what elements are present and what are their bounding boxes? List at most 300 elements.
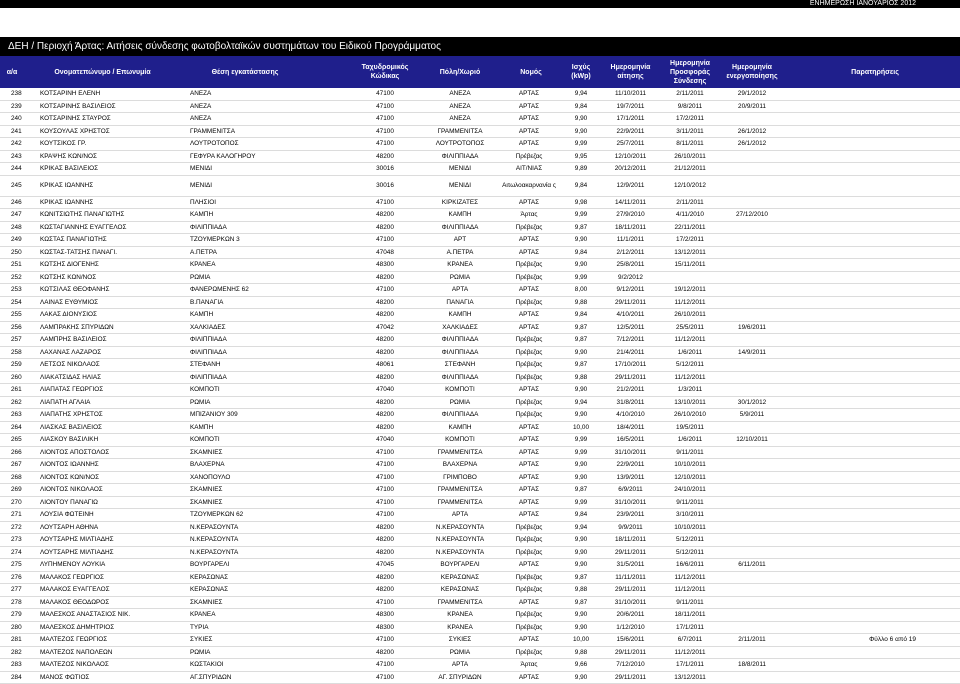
applicant-name: ΛΟΥΤΣΑΡΗΣ ΜΙΛΤΙΑΔΗΣ xyxy=(40,534,180,546)
remarks xyxy=(820,126,930,138)
city: ΜΕΝΙΔΙ xyxy=(425,176,495,196)
city: ΑΝΕΖΑ xyxy=(425,88,495,100)
power-kwp: 9,94 xyxy=(566,397,596,409)
prefecture: ΑΡΤΑΣ xyxy=(497,309,561,321)
row-number: 270 xyxy=(11,497,33,509)
power-kwp: 9,95 xyxy=(566,151,596,163)
offer-date: 13/12/2011 xyxy=(660,672,720,684)
offer-date: 13/12/2011 xyxy=(660,247,720,259)
applicant-name: ΚΩΣΤΑΣ ΠΑΝΑΓΙΩΤΗΣ xyxy=(40,234,180,246)
applicant-name: ΛΙΟΝΤΟΣ ΝΙΚΟΛΑΟΣ xyxy=(40,484,180,496)
power-kwp: 9,90 xyxy=(566,609,596,621)
offer-date: 2/11/2011 xyxy=(660,88,720,100)
table-row xyxy=(0,309,960,322)
request-date: 4/10/2011 xyxy=(603,309,658,321)
power-kwp: 9,99 xyxy=(566,209,596,221)
prefecture: Πρέβεζας xyxy=(497,409,561,421)
offer-date: 11/12/2011 xyxy=(660,297,720,309)
offer-date: 11/12/2011 xyxy=(660,572,720,584)
remarks xyxy=(820,322,930,334)
offer-date: 12/10/2012 xyxy=(660,176,720,196)
prefecture: ΑΡΤΑΣ xyxy=(497,497,561,509)
power-kwp: 9,99 xyxy=(566,497,596,509)
offer-date xyxy=(660,272,720,284)
postal-code: 47100 xyxy=(360,197,410,209)
postal-code: 47100 xyxy=(360,472,410,484)
row-number: 271 xyxy=(11,509,33,521)
installation-site: ΜΕΝΙΔΙ xyxy=(190,176,340,196)
row-number: 238 xyxy=(11,88,33,100)
city: ΚΡΑΝΕΑ xyxy=(425,622,495,634)
postal-code: 48200 xyxy=(360,372,410,384)
postal-code: 47100 xyxy=(360,659,410,671)
remarks xyxy=(820,409,930,421)
activation-date xyxy=(722,509,782,521)
row-number: 246 xyxy=(11,197,33,209)
activation-date xyxy=(722,163,782,175)
offer-date: 17/1/2011 xyxy=(660,659,720,671)
offer-date: 17/1/2011 xyxy=(660,622,720,634)
installation-site: Β.ΠΑΝΑΓΙΑ xyxy=(190,297,340,309)
offer-date: 11/12/2011 xyxy=(660,372,720,384)
postal-code: 48200 xyxy=(360,222,410,234)
request-date: 11/1/2011 xyxy=(603,234,658,246)
applicant-name: ΚΩΝΙΤΣΙΩΤΗΣ ΠΑΝΑΓΙΩΤΗΣ xyxy=(40,209,180,221)
offer-date: 1/6/2011 xyxy=(660,347,720,359)
activation-date: 18/8/2011 xyxy=(722,659,782,671)
power-kwp: 9,87 xyxy=(566,597,596,609)
prefecture: Πρέβεζας xyxy=(497,297,561,309)
row-number: 245 xyxy=(11,176,33,196)
activation-date xyxy=(722,459,782,471)
installation-site: ΚΑΜΠΗ xyxy=(190,422,340,434)
activation-date xyxy=(722,372,782,384)
postal-code: 48200 xyxy=(360,309,410,321)
request-date: 15/6/2011 xyxy=(603,634,658,646)
row-number: 258 xyxy=(11,347,33,359)
request-date: 11/10/2011 xyxy=(603,88,658,100)
activation-date xyxy=(722,622,782,634)
remarks xyxy=(820,397,930,409)
applicant-name: ΛΟΥΣΙΑ ΦΩΤΕΙΝΗ xyxy=(40,509,180,521)
prefecture: Πρέβεζας xyxy=(497,609,561,621)
power-kwp: 9,94 xyxy=(566,88,596,100)
request-date: 9/12/2011 xyxy=(603,284,658,296)
remarks xyxy=(820,484,930,496)
power-kwp: 9,87 xyxy=(566,359,596,371)
offer-date: 26/10/2011 xyxy=(660,151,720,163)
table-row xyxy=(0,322,960,335)
prefecture: Πρέβεζας xyxy=(497,522,561,534)
row-number: 281 xyxy=(11,634,33,646)
request-date: 19/7/2011 xyxy=(603,101,658,113)
table-row xyxy=(0,234,960,247)
installation-site: ΦΑΝΕΡΩΜΕΝΗΣ 62 xyxy=(190,284,340,296)
table-row xyxy=(0,397,960,410)
applicant-name: ΛΙΑΠΑΤΗ ΑΓΛΑΙΑ xyxy=(40,397,180,409)
request-date: 29/11/2011 xyxy=(603,297,658,309)
offer-date: 19/5/2011 xyxy=(660,422,720,434)
remarks xyxy=(820,197,930,209)
city: ΚΡΑΝΕΑ xyxy=(425,259,495,271)
power-kwp: 9,90 xyxy=(566,113,596,125)
prefecture: ΑΡΤΑΣ xyxy=(497,234,561,246)
power-kwp: 9,90 xyxy=(566,384,596,396)
row-number: 282 xyxy=(11,647,33,659)
remarks xyxy=(820,622,930,634)
table-header xyxy=(0,56,960,88)
row-number: 254 xyxy=(11,297,33,309)
power-kwp: 9,84 xyxy=(566,101,596,113)
postal-code: 48300 xyxy=(360,609,410,621)
activation-date xyxy=(722,447,782,459)
prefecture: Πρέβεζας xyxy=(497,397,561,409)
offer-date: 16/6/2011 xyxy=(660,559,720,571)
request-date: 31/8/2011 xyxy=(603,397,658,409)
power-kwp: 9,90 xyxy=(566,472,596,484)
prefecture: ΑΡΤΑΣ xyxy=(497,447,561,459)
remarks xyxy=(820,522,930,534)
postal-code: 48300 xyxy=(360,622,410,634)
installation-site: ΚΕΡΑΣΩΝΑΣ xyxy=(190,572,340,584)
activation-date: 26/1/2012 xyxy=(722,138,782,150)
header-aa: α/α xyxy=(2,56,22,88)
remarks xyxy=(820,259,930,271)
installation-site: ΚΑΜΠΗ xyxy=(190,209,340,221)
activation-date xyxy=(722,584,782,596)
installation-site: ΜΕΝΙΔΙ xyxy=(190,163,340,175)
remarks xyxy=(820,222,930,234)
offer-date: 2/11/2011 xyxy=(660,197,720,209)
city: Ν.ΚΕΡΑΣΟΥΝΤΑ xyxy=(425,522,495,534)
applicant-name: ΚΡΑΨΗΣ ΚΩΝ/ΝΟΣ xyxy=(40,151,180,163)
offer-date: 19/12/2011 xyxy=(660,284,720,296)
power-kwp: 9,99 xyxy=(566,434,596,446)
postal-code: 47100 xyxy=(360,447,410,459)
header-remarks: Παρατηρήσεις xyxy=(840,56,910,88)
activation-date xyxy=(722,472,782,484)
header-offer-date: Ημερομηνία Προσφοράς Σύνδεσης xyxy=(660,56,720,88)
table-row xyxy=(0,384,960,397)
remarks xyxy=(820,422,930,434)
row-number: 268 xyxy=(11,472,33,484)
remarks xyxy=(820,209,930,221)
postal-code: 48200 xyxy=(360,534,410,546)
offer-date: 10/10/2011 xyxy=(660,522,720,534)
power-kwp: 9,87 xyxy=(566,322,596,334)
city: ΒΟΥΡΓΑΡΕΛΙ xyxy=(425,559,495,571)
prefecture: Πρέβεζας xyxy=(497,151,561,163)
applicant-name: ΛΙΟΝΤΟΣ ΑΠΟΣΤΟΛΟΣ xyxy=(40,447,180,459)
activation-date xyxy=(722,334,782,346)
city: ΡΩΜΙΑ xyxy=(425,272,495,284)
installation-site: ΦΙΛΙΠΠΙΑΔΑ xyxy=(190,334,340,346)
activation-date xyxy=(722,547,782,559)
city: ΦΙΛΙΠΠΙΑΔΑ xyxy=(425,372,495,384)
request-date: 9/2/2012 xyxy=(603,272,658,284)
row-number: 278 xyxy=(11,597,33,609)
installation-site: ΜΠΙΖΑΝΙΟΥ 309 xyxy=(190,409,340,421)
row-number: 284 xyxy=(11,672,33,684)
request-date: 22/9/2011 xyxy=(603,459,658,471)
installation-site: ΑΝΕΖΑ xyxy=(190,113,340,125)
postal-code: 47042 xyxy=(360,322,410,334)
prefecture: Πρέβεζας xyxy=(497,372,561,384)
installation-site: ΚΟΜΠΟΤΙ xyxy=(190,434,340,446)
activation-date xyxy=(722,197,782,209)
activation-date: 2/11/2011 xyxy=(722,634,782,646)
installation-site: Α.ΠΕΤΡΑ xyxy=(190,247,340,259)
activation-date xyxy=(722,247,782,259)
request-date: 16/5/2011 xyxy=(603,434,658,446)
city: ΚΙΡΚΙΖΑΤΕΣ xyxy=(425,197,495,209)
remarks xyxy=(820,384,930,396)
title-bar xyxy=(0,37,960,56)
table-row xyxy=(0,484,960,497)
header-power: Ισχύς (kWp) xyxy=(563,56,599,88)
postal-code: 47100 xyxy=(360,597,410,609)
city: ΑΡΤΑ xyxy=(425,284,495,296)
applicant-name: ΚΟΤΣΑΡΙΝΗΣ ΒΑΣΙΛΕΙΟΣ xyxy=(40,101,180,113)
row-number: 259 xyxy=(11,359,33,371)
request-date: 6/9/2011 xyxy=(603,484,658,496)
power-kwp: 9,90 xyxy=(566,409,596,421)
activation-date xyxy=(722,609,782,621)
table-row xyxy=(0,272,960,285)
activation-date xyxy=(722,309,782,321)
row-number: 249 xyxy=(11,234,33,246)
power-kwp: 9,90 xyxy=(566,347,596,359)
remarks xyxy=(820,597,930,609)
table-row xyxy=(0,672,960,684)
installation-site: ΑΝΕΖΑ xyxy=(190,101,340,113)
activation-date xyxy=(722,572,782,584)
applicant-name: ΛΑΙΝΑΣ ΕΥΘΥΜΙΟΣ xyxy=(40,297,180,309)
row-number: 262 xyxy=(11,397,33,409)
power-kwp: 9,87 xyxy=(566,484,596,496)
prefecture: ΑΡΤΑΣ xyxy=(497,197,561,209)
table-row xyxy=(0,88,960,101)
offer-date: 26/10/2011 xyxy=(660,309,720,321)
postal-code: 47100 xyxy=(360,284,410,296)
installation-site: ΚΑΜΠΗ xyxy=(190,309,340,321)
remarks xyxy=(820,88,930,100)
city: ΑΡΤΑ xyxy=(425,509,495,521)
offer-date: 11/12/2011 xyxy=(660,584,720,596)
offer-date: 4/11/2010 xyxy=(660,209,720,221)
row-number: 276 xyxy=(11,572,33,584)
installation-site: ΓΕΦΥΡΑ ΚΑΛΟΓΗΡΟΥ xyxy=(190,151,340,163)
request-date: 31/10/2011 xyxy=(603,497,658,509)
request-date: 21/4/2011 xyxy=(603,347,658,359)
row-number: 261 xyxy=(11,384,33,396)
city: ΓΡΑΜΜΕΝΙΤΣΑ xyxy=(425,126,495,138)
prefecture: ΑΡΤΑΣ xyxy=(497,138,561,150)
remarks xyxy=(820,472,930,484)
offer-date: 9/11/2011 xyxy=(660,597,720,609)
applicant-name: ΛΙΟΝΤΟΥ ΠΑΝΑΓΙΩ xyxy=(40,497,180,509)
activation-date xyxy=(722,522,782,534)
offer-date: 21/12/2011 xyxy=(660,163,720,175)
header-name: Ονοματεπώνυμο / Επωνυμία xyxy=(40,56,165,88)
row-number: 277 xyxy=(11,584,33,596)
table-body xyxy=(0,88,960,684)
remarks xyxy=(820,284,930,296)
applicant-name: ΚΟΤΣΑΡΙΝΗΣ ΣΤΑΥΡΟΣ xyxy=(40,113,180,125)
installation-site: Ν.ΚΕΡΑΣΟΥΝΤΑ xyxy=(190,547,340,559)
power-kwp: 9,84 xyxy=(566,247,596,259)
prefecture: ΑΡΤΑΣ xyxy=(497,597,561,609)
table-row xyxy=(0,359,960,372)
table-row xyxy=(0,659,960,672)
row-number: 247 xyxy=(11,209,33,221)
power-kwp: 9,84 xyxy=(566,176,596,196)
table-row xyxy=(0,509,960,522)
city: ΒΛΑΧΕΡΝΑ xyxy=(425,459,495,471)
request-date: 23/9/2011 xyxy=(603,509,658,521)
request-date: 12/9/2011 xyxy=(603,176,658,196)
row-number: 252 xyxy=(11,272,33,284)
prefecture: ΑΡΤΑΣ xyxy=(497,459,561,471)
table-row xyxy=(0,247,960,260)
installation-site: ΡΩΜΙΑ xyxy=(190,647,340,659)
table-row xyxy=(0,622,960,635)
prefecture: ΑΡΤΑΣ xyxy=(497,113,561,125)
power-kwp: 9,66 xyxy=(566,659,596,671)
city: ΓΡΑΜΜΕΝΙΤΣΑ xyxy=(425,484,495,496)
table-row xyxy=(0,497,960,510)
installation-site: ΤΖΟΥΜΕΡΚΩΝ 62 xyxy=(190,509,340,521)
prefecture: Άρτας xyxy=(497,209,561,221)
offer-date: 13/10/2011 xyxy=(660,397,720,409)
row-number: 264 xyxy=(11,422,33,434)
applicant-name: ΜΑΛΕΣΚΟΣ ΑΝΑΣΤΑΣΙΟΣ ΝΙΚ. xyxy=(40,609,180,621)
prefecture: ΑΡΤΑΣ xyxy=(497,284,561,296)
table-row xyxy=(0,222,960,235)
applicant-name: ΛΑΜΠΡΗΣ ΒΑΣΙΛΕΙΟΣ xyxy=(40,334,180,346)
applicant-name: ΛΥΠΗΜΕΝΟΥ ΛΟΥΚΙΑ xyxy=(40,559,180,571)
power-kwp: 8,00 xyxy=(566,284,596,296)
header-prefecture: Νομός xyxy=(505,56,557,88)
activation-date xyxy=(722,176,782,196)
applicant-name: ΛΑΜΠΡΑΚΗΣ ΣΠΥΡΙΔΩΝ xyxy=(40,322,180,334)
applicant-name: ΚΟΥΣΟΥΛΑΣ ΧΡΗΣΤΟΣ xyxy=(40,126,180,138)
offer-date: 3/10/2011 xyxy=(660,509,720,521)
applicant-name: ΚΩΣΤΑΓΙΑΝΝΗΣ ΕΥΑΓΓΕΛΟΣ xyxy=(40,222,180,234)
remarks xyxy=(820,647,930,659)
page-number: Φύλλο 6 από 19 xyxy=(869,636,916,643)
postal-code: 48200 xyxy=(360,547,410,559)
table-row xyxy=(0,284,960,297)
request-date: 20/12/2011 xyxy=(603,163,658,175)
request-date: 25/7/2011 xyxy=(603,138,658,150)
row-number: 241 xyxy=(11,126,33,138)
table-row xyxy=(0,534,960,547)
city: ΛΟΥΤΡΟΤΟΠΟΣ xyxy=(425,138,495,150)
postal-code: 47040 xyxy=(360,384,410,396)
city: Ν.ΚΕΡΑΣΟΥΝΤΑ xyxy=(425,547,495,559)
power-kwp: 10,00 xyxy=(566,422,596,434)
remarks xyxy=(820,334,930,346)
postal-code: 47100 xyxy=(360,101,410,113)
remarks xyxy=(820,572,930,584)
postal-code: 48300 xyxy=(360,259,410,271)
table-row xyxy=(0,163,960,176)
remarks xyxy=(820,309,930,321)
postal-code: 48061 xyxy=(360,359,410,371)
activation-date xyxy=(722,534,782,546)
activation-date xyxy=(722,284,782,296)
power-kwp: 9,90 xyxy=(566,534,596,546)
applicant-name: ΚΡΙΚΑΣ ΒΑΣΙΛΕΙΟΣ xyxy=(40,163,180,175)
postal-code: 48200 xyxy=(360,297,410,309)
table-row xyxy=(0,297,960,310)
offer-date: 17/2/2011 xyxy=(660,113,720,125)
remarks xyxy=(820,497,930,509)
postal-code: 47100 xyxy=(360,634,410,646)
prefecture: Πρέβεζας xyxy=(497,647,561,659)
applicant-name: ΜΑΝΟΣ ΦΩΤΙΟΣ xyxy=(40,672,180,684)
offer-date: 15/11/2011 xyxy=(660,259,720,271)
table-row xyxy=(0,547,960,560)
table-row xyxy=(0,634,960,647)
table-row xyxy=(0,597,960,610)
city: ΚΑΜΠΗ xyxy=(425,422,495,434)
offer-date: 9/8/2011 xyxy=(660,101,720,113)
installation-site: ΦΙΛΙΠΠΙΑΔΑ xyxy=(190,222,340,234)
installation-site: ΣΚΑΜΝΙΕΣ xyxy=(190,597,340,609)
offer-date: 11/12/2011 xyxy=(660,334,720,346)
activation-date xyxy=(722,359,782,371)
city: ΚΕΡΑΣΩΝΑΣ xyxy=(425,584,495,596)
prefecture: ΑΙΤ/ΝΙΑΣ xyxy=(497,163,561,175)
request-date: 21/2/2011 xyxy=(603,384,658,396)
request-date: 12/5/2011 xyxy=(603,322,658,334)
activation-date xyxy=(722,222,782,234)
table-row xyxy=(0,347,960,360)
installation-site: ΚΟΜΠΟΤΙ xyxy=(190,384,340,396)
table-row xyxy=(0,101,960,114)
power-kwp: 9,90 xyxy=(566,672,596,684)
table-row xyxy=(0,609,960,622)
power-kwp: 9,90 xyxy=(566,559,596,571)
applicant-name: ΚΟΤΣΑΡΙΝΗ ΕΛΕΝΗ xyxy=(40,88,180,100)
city: ΦΙΛΙΠΠΙΑΔΑ xyxy=(425,151,495,163)
installation-site: ΦΙΛΙΠΠΙΑΔΑ xyxy=(190,372,340,384)
city: ΓΡΑΜΜΕΝΙΤΣΑ xyxy=(425,447,495,459)
prefecture: Πρέβεζας xyxy=(497,534,561,546)
remarks xyxy=(820,347,930,359)
installation-site: ΓΡΑΜΜΕΝΙΤΣΑ xyxy=(190,126,340,138)
remarks xyxy=(820,163,930,175)
request-date: 12/10/2011 xyxy=(603,151,658,163)
offer-date: 5/12/2011 xyxy=(660,534,720,546)
table-row xyxy=(0,472,960,485)
remarks xyxy=(820,459,930,471)
city: ΣΤΕΦΑΝΗ xyxy=(425,359,495,371)
prefecture: Πρέβεζας xyxy=(497,272,561,284)
request-date: 2/12/2011 xyxy=(603,247,658,259)
power-kwp: 9,90 xyxy=(566,234,596,246)
request-date: 27/9/2010 xyxy=(603,209,658,221)
power-kwp: 9,88 xyxy=(566,647,596,659)
postal-code: 47100 xyxy=(360,484,410,496)
remarks xyxy=(820,297,930,309)
postal-code: 47048 xyxy=(360,247,410,259)
postal-code: 48200 xyxy=(360,522,410,534)
activation-date xyxy=(722,272,782,284)
activation-date xyxy=(722,234,782,246)
